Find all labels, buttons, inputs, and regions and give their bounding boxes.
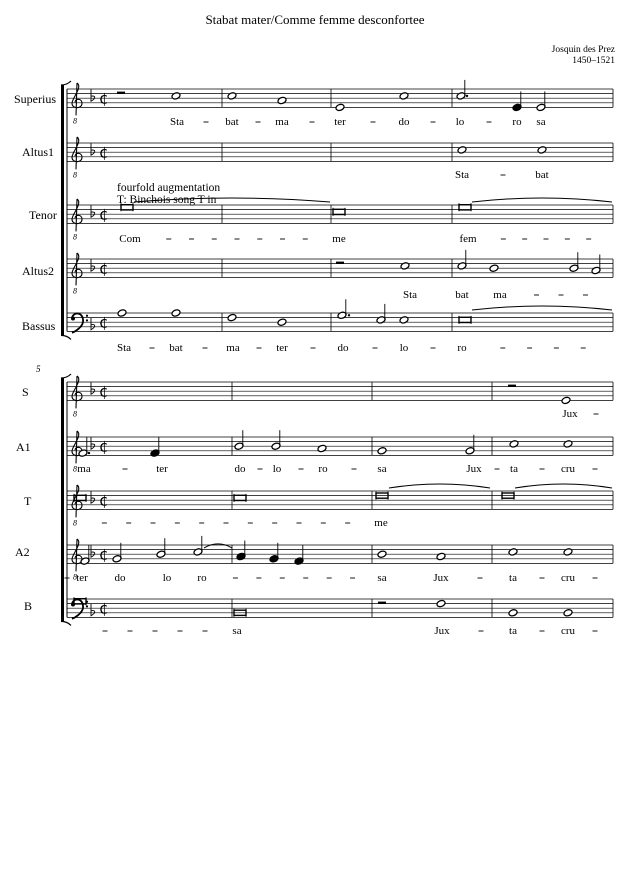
notehead [537,146,547,154]
time-signature-icon: ¢ [99,313,109,332]
lyric-syllable: ma [226,342,240,354]
part-name-t: T [24,494,32,508]
breve-note [459,205,471,210]
lyric-syllable: ro [197,572,207,584]
time-signature-icon: ¢ [99,205,109,224]
lyric-syllable: ma [493,289,507,301]
system-bracket [61,374,71,378]
lyric-syllable: sa [232,625,242,637]
piece-title: Stabat mater/Comme femme desconfortee [205,12,425,27]
lyric-syllable: me [374,517,388,529]
treble-clef-icon [72,199,82,231]
lyric-syllable: Jux [433,572,449,584]
treble-clef-icon [72,253,82,285]
tie-curve [472,306,612,310]
lyric-syllable: Jux [466,463,482,475]
composer-name: Josquin des Prez [551,45,615,55]
notehead [457,146,467,154]
notehead [277,96,287,104]
flat-icon [91,382,95,394]
lyric-syllable: ta [509,572,517,584]
lyric-syllable: fem [459,233,477,245]
lyric-syllable: ter [76,572,88,584]
part-name-s: S [22,385,29,399]
bass-clef-dot [86,315,88,317]
treble-clef-icon [72,539,82,571]
notehead [561,396,571,404]
system-bracket [61,81,71,85]
clef-octave-marker: 8 [73,572,77,582]
clef-octave-marker: 8 [73,116,77,126]
treble-clef-icon [72,376,82,408]
system-bracket [61,378,64,621]
time-signature-icon: ¢ [99,599,109,618]
lyric-syllable: ter [334,116,346,128]
whole-rest [336,262,344,264]
clef-octave-marker: 8 [73,464,77,474]
lyric-syllable: sa [377,463,387,475]
bass-clef-dot [86,605,88,607]
lyric-syllable: me [332,233,346,245]
clef-octave-marker: 8 [73,286,77,296]
breve-note [459,317,471,322]
lyric-syllable: lo [455,116,465,128]
part-name-tenor: Tenor [29,208,57,222]
time-signature-icon: ¢ [99,382,109,401]
notehead [509,440,519,448]
lyric-syllable: ro [318,463,328,475]
lyric-syllable: ter [156,463,168,475]
lyric-syllable: sa [377,572,387,584]
treble-clef-icon [72,431,82,463]
clef-octave-marker: 8 [73,232,77,242]
lyric-syllable: Jux [562,408,578,420]
notehead [227,92,237,100]
treble-clef-icon [72,83,82,115]
notehead [335,103,345,111]
part-name-a1: A1 [16,440,31,454]
lyric-syllable: do [114,572,126,584]
augmentation-dot [88,452,90,454]
lyric-syllable: lo [399,342,409,354]
treble-clef-icon [72,137,82,169]
time-signature-icon: ¢ [99,437,109,456]
lyric-syllable: ro [512,116,522,128]
lyric-syllable: cru [560,572,576,584]
lyric-syllable: ter [276,342,288,354]
breve-note [333,209,345,214]
time-signature-icon: ¢ [99,89,109,108]
tie-curve [515,484,612,488]
tie-curve [134,198,330,202]
clef-octave-marker: 8 [73,170,77,180]
lyric-syllable: ta [509,625,517,637]
lyric-syllable: do [398,116,410,128]
lyric-syllable: cru [560,625,576,637]
notehead [117,309,127,317]
lyric-syllable: Sta [454,169,470,181]
lyric-syllable: ro [457,342,467,354]
notehead [436,552,446,560]
bass-clef-dot [71,317,75,321]
part-name-a2: A2 [15,545,30,559]
notehead [508,609,518,617]
whole-rest [508,385,516,387]
notehead [508,548,518,556]
whole-rest [378,602,386,604]
time-signature-icon: ¢ [99,259,109,278]
lyric-syllable: bat [455,289,469,301]
flat-icon [91,437,95,449]
bass-clef-dot [86,319,88,321]
flat-icon [91,259,95,271]
notehead [317,444,327,452]
time-signature-icon: ¢ [99,491,109,510]
notehead [399,92,409,100]
part-name-altus2: Altus2 [22,264,55,278]
clef-octave-marker: 8 [73,518,77,528]
augmentation-dot [348,314,350,316]
lyric-syllable: lo [272,463,282,475]
flat-icon [91,491,95,503]
notehead [399,316,409,324]
time-signature-icon: ¢ [99,545,109,564]
system-bracket [61,621,71,625]
part-name-superius: Superius [14,92,56,106]
lyric-syllable: Sta [116,342,132,354]
lyric-syllable: bat [225,116,239,128]
breve-note [234,495,246,500]
notehead [563,548,573,556]
notehead [489,264,499,272]
flat-icon [91,604,95,616]
lyric-syllable: do [337,342,349,354]
lyric-syllable: bat [535,169,549,181]
notehead [277,318,287,326]
notehead [436,599,446,607]
tenor-source-note: T: Binchois song T in [117,194,217,206]
whole-rest [117,92,125,94]
lyric-syllable: ma [275,116,289,128]
notehead [377,447,387,455]
composer-dates: 1450–1521 [572,56,615,66]
notehead [227,313,237,321]
flat-icon [91,89,95,101]
time-signature-icon: ¢ [99,143,109,162]
system-bracket [61,85,64,335]
measure-number: 5 [36,364,41,374]
notehead [377,550,387,558]
lyric-syllable: ma [77,463,91,475]
lyric-syllable: bat [169,342,183,354]
part-name-b: B [24,599,33,613]
lyric-syllable: Jux [434,625,450,637]
system-bracket [61,335,71,339]
bass-clef-icon [72,313,83,332]
breve-note [121,205,133,210]
lyric-syllable: sa [536,116,546,128]
lyric-syllable: cru [560,463,576,475]
lyric-syllable: lo [162,572,172,584]
clef-octave-marker: 8 [73,409,77,419]
tie-curve [472,198,612,202]
flat-icon [91,545,95,557]
notehead [563,440,573,448]
lyric-syllable: ta [510,463,518,475]
tie-curve [389,484,490,488]
notehead [400,262,410,270]
flat-icon [91,318,95,330]
lyric-syllable: do [234,463,246,475]
notehead [171,309,181,317]
augmentation-dot [466,95,468,97]
lyric-syllable: Com [119,233,141,245]
augmentation-note: fourfold augmentation [117,182,221,194]
notehead [563,609,573,617]
flat-icon [91,143,95,155]
lyric-syllable: Sta [169,116,185,128]
flat-icon [91,205,95,217]
part-name-bassus: Bassus [22,319,56,333]
tie-curve [204,544,232,548]
part-name-altus1: Altus1 [22,145,55,159]
notehead [171,92,181,100]
lyric-syllable: Sta [402,289,418,301]
